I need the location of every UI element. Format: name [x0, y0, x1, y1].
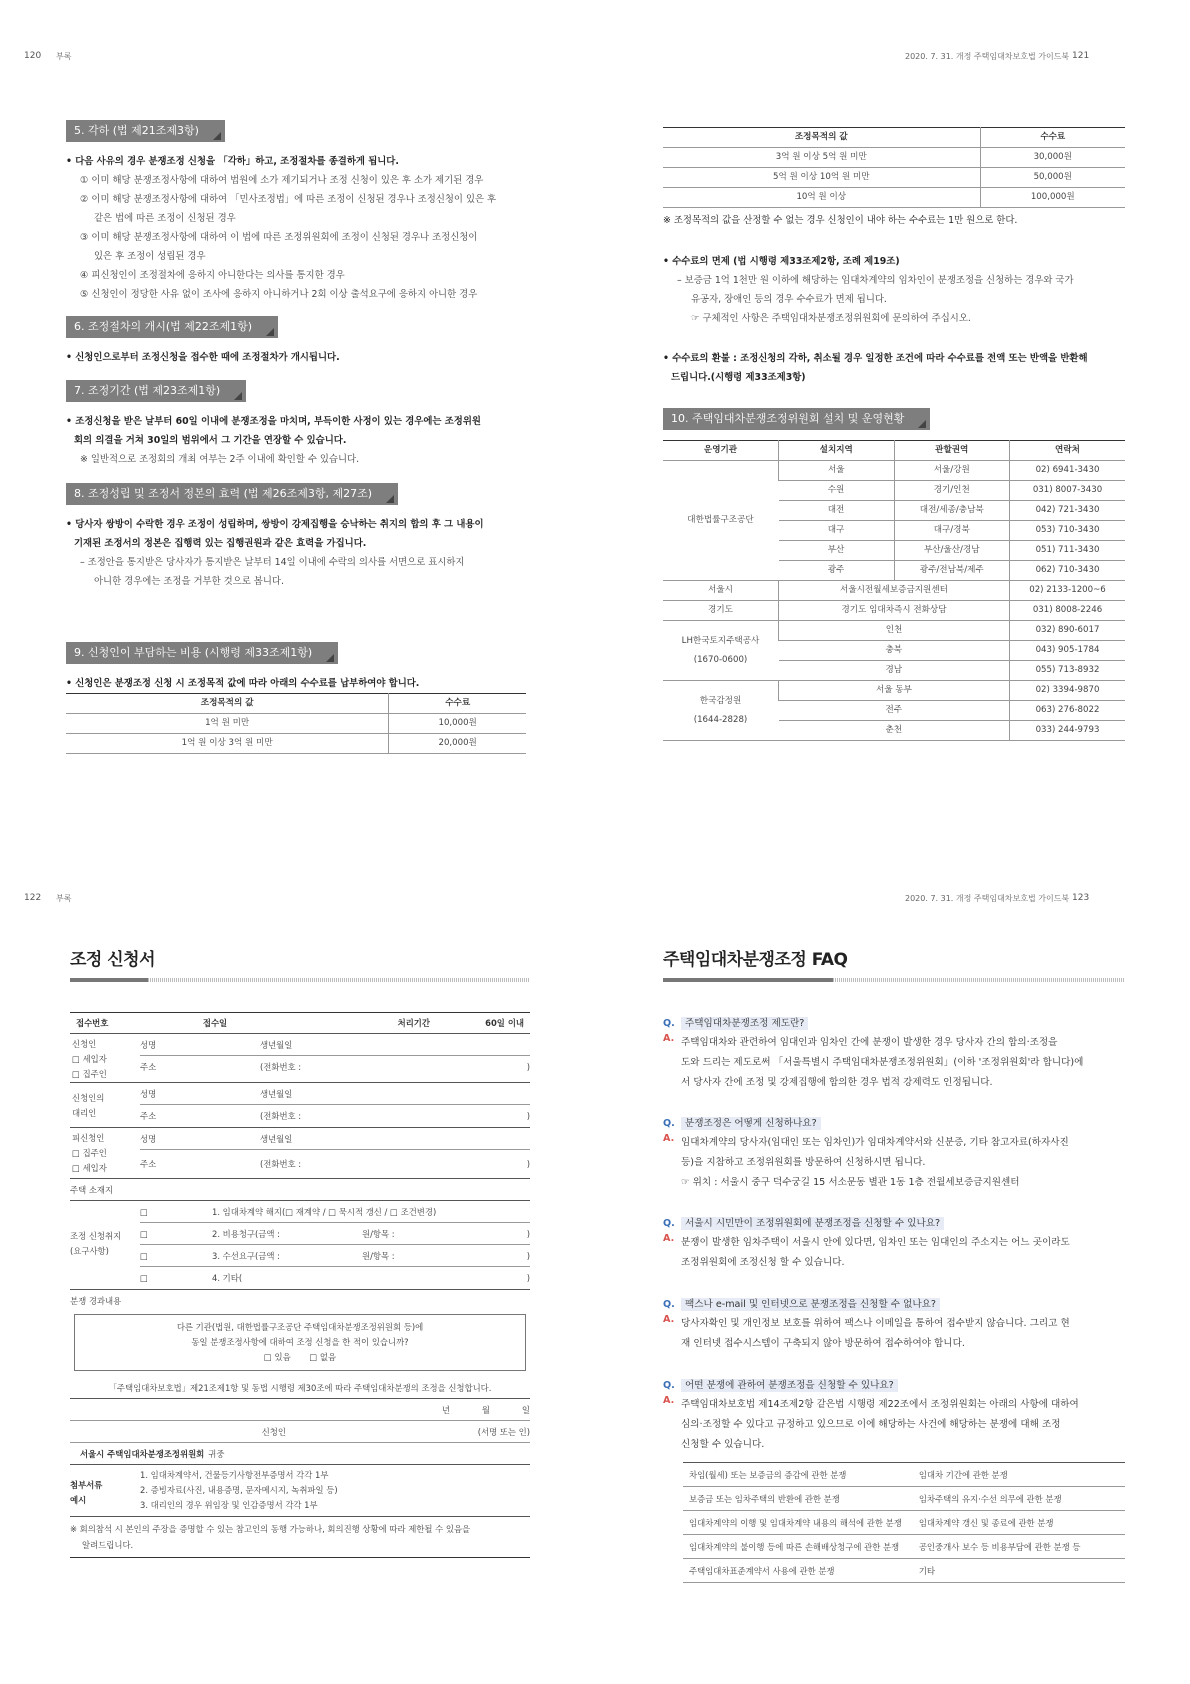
cell: 전주	[779, 701, 1010, 721]
address-label: 주소	[140, 1159, 157, 1169]
table-row	[663, 581, 1125, 601]
section-10-title: 10. 주택임대차분쟁조정위원회 설치 및 운영현황	[663, 408, 930, 430]
house-location-label: 주택 소재지	[70, 1184, 114, 1195]
answer-line: 등)을 지참하고 조정위원회를 방문하여 신청하시면 됩니다.	[681, 1157, 926, 1168]
attachment-item: 1. 임대차계약서, 건물등기사항전부증명서 각각 1부	[140, 1470, 329, 1480]
cell: 부산	[779, 541, 895, 561]
purpose-title-2: (요구사항)	[70, 1246, 109, 1256]
tenant-checkbox[interactable]: □ 세입자	[72, 1163, 107, 1173]
purpose-title-1: 조정 신청취지	[70, 1231, 122, 1241]
list-item: ⑤ 신청인이 정당한 사유 없이 조사에 응하지 아니하거나 2회 이상 출석요구에 응하지 아니한 경우	[80, 289, 478, 300]
prior-application-box	[74, 1314, 526, 1371]
header-cell: 수수료	[980, 128, 1125, 148]
section-6-title: 6. 조정절차의 개시(법 제22조제1항)	[66, 316, 278, 338]
month-label: 월	[481, 1404, 490, 1415]
declaration-text: 「주택임대차보호법」제21조제1항 및 동법 시행령 제30조에 따라 주택임대차분쟁의 조정을 신청합니다.	[108, 1382, 492, 1393]
attachments-list	[140, 1468, 530, 1513]
won-item-label: 원/항목 :	[362, 1228, 395, 1239]
receipt-no-label: 접수번호	[76, 1018, 109, 1028]
purpose-option[interactable]	[140, 1223, 530, 1245]
attachments-label	[70, 1468, 140, 1513]
page-number: 122	[24, 893, 42, 903]
birth-label: 생년월일	[260, 1133, 293, 1144]
attach-title-2: 예시	[70, 1495, 87, 1505]
cell: 053) 710-3430	[1010, 521, 1126, 541]
tenant-checkbox[interactable]: □ 세입자	[72, 1054, 107, 1064]
cell: 임대차계약 갱신 및 종료에 관한 분쟁	[913, 1511, 1125, 1535]
landlord-checkbox[interactable]: □ 집주인	[72, 1069, 107, 1079]
paren: )	[526, 1062, 530, 1072]
section-8	[66, 483, 526, 591]
section-5	[66, 120, 526, 304]
cell: 주택임대차표준계약서 사용에 관한 분쟁	[683, 1559, 913, 1583]
table-row	[683, 1559, 1125, 1583]
purpose-text: 3. 수선요구(금액 :	[212, 1250, 280, 1261]
org-name: 한국감정원	[699, 695, 742, 706]
dispute-types-table	[683, 1462, 1125, 1583]
cell: 3억 원 이상 5억 원 미만	[663, 148, 980, 168]
section-8-sub2: 아니한 경우에는 조정을 거부한 것으로 봅니다.	[94, 576, 284, 587]
purpose-block	[70, 1201, 530, 1290]
cell: 기타	[913, 1559, 1125, 1583]
table-row	[663, 188, 1125, 208]
cell: 10,000원	[389, 714, 526, 734]
cell: 5억 원 이상 10억 원 미만	[663, 168, 980, 188]
section-10	[663, 408, 1125, 741]
faq-item	[663, 1215, 1121, 1273]
a-icon: A.	[663, 1233, 675, 1244]
table-header-row	[663, 441, 1125, 461]
table-row	[663, 601, 1125, 621]
agent-title-1: 신청인의	[72, 1093, 105, 1103]
org-phone: (1644-2828)	[693, 714, 748, 725]
cell: 032) 890-6017	[1010, 621, 1126, 641]
agent-label	[70, 1083, 140, 1127]
section-7-line2: 회의 의결을 거쳐 30일의 범위에서 그 기간을 연장할 수 있습니다.	[74, 435, 347, 446]
list-item: ② 이미 해당 분쟁조정사항에 대하여 「민사조정법」에 따른 조정이 신청된 경우나 조정신청이 있은 후	[80, 194, 497, 205]
title-rule	[70, 978, 530, 982]
name-label: 성명	[140, 1088, 157, 1099]
dispute-types	[683, 1462, 1125, 1583]
q-icon: Q.	[663, 1380, 675, 1391]
name-label: 성명	[140, 1133, 157, 1144]
answer-line: 도와 드리는 제도로써 「서울특별시 주택임대차분쟁조정위원회」(이하 '조정위원회'라 합니다)에	[681, 1057, 1084, 1068]
q-icon: Q.	[663, 1218, 675, 1229]
fee-table-continued	[663, 127, 1125, 230]
checkbox[interactable]: □	[140, 1228, 148, 1239]
appendix-label: 부록	[56, 52, 72, 61]
cell: 033) 244-9793	[1010, 721, 1126, 741]
org-cell: 경기도	[663, 601, 779, 621]
declaration-row	[70, 1377, 530, 1399]
section-6-text: • 신청인으로부터 조정신청을 접수한 때에 조정절차가 개시됩니다.	[66, 352, 340, 363]
fee-refund	[663, 349, 1125, 387]
cell: 02) 6941-3430	[1010, 461, 1126, 481]
no-checkbox[interactable]: □ 없음	[309, 1352, 337, 1362]
applicant-sign-label: 신청인	[261, 1426, 286, 1437]
form-title: 조정 신청서	[70, 950, 156, 970]
footnote-line-2: 알려드립니다.	[82, 1540, 134, 1550]
faq-answer	[681, 1033, 1121, 1093]
cell: 100,000원	[980, 188, 1125, 208]
header-cell: 운영기관	[663, 441, 779, 461]
addressee: 서울시 주택임대차분쟁조정위원회	[80, 1448, 205, 1459]
section-5-title: 5. 각하 (법 제21조제3항)	[66, 120, 225, 142]
attachment-item: 3. 대리인의 경우 위임장 및 인감증명서 각각 1부	[140, 1500, 318, 1510]
answer-line: 재 인터넷 접수시스템이 구축되지 않아 방문하여 접수하여야 합니다.	[681, 1338, 965, 1349]
running-head: 2020. 7. 31. 개정 주택임대차보호법 가이드북	[905, 52, 1070, 61]
fee-exemption	[663, 252, 1125, 328]
applicant-label	[70, 1034, 140, 1082]
answer-line: 신청할 수 있습니다.	[681, 1439, 765, 1450]
receipt-date-label: 접수일	[202, 1018, 228, 1028]
section-9-title: 9. 신청인이 부담하는 비용 (시행령 제33조제1항)	[66, 642, 338, 664]
org-name: LH한국토지주택공사	[681, 635, 760, 646]
phone-label: (전화번호 :	[260, 1159, 302, 1169]
section-9	[66, 642, 526, 754]
cell: 대전/세종/충남북	[894, 501, 1010, 521]
a-icon: A.	[663, 1314, 675, 1325]
cell: 임대차 기간에 관한 분쟁	[913, 1463, 1125, 1487]
cell: 춘천	[779, 721, 1010, 741]
faq-question: 어떤 분쟁에 관하여 분쟁조정을 신청할 수 있나요?	[681, 1379, 898, 1392]
purpose-options	[140, 1201, 530, 1289]
page-number: 121	[1072, 51, 1090, 61]
dispute-history-label: 분쟁 경과내용	[70, 1296, 122, 1306]
q-icon: Q.	[663, 1118, 675, 1129]
org-cell	[663, 681, 779, 741]
faq-item	[663, 1015, 1121, 1093]
list-item: ④ 피신청인이 조정절차에 응하지 아니한다는 의사를 통지한 경우	[80, 270, 345, 281]
box-line-2: 동일 분쟁조정사항에 대하여 조정 신청을 한 적이 있습니까?	[191, 1337, 409, 1347]
section-6	[66, 316, 526, 367]
cell: 10억 원 이상	[663, 188, 980, 208]
section-7-note: ※ 일반적으로 조정회의 개최 여부는 2주 이내에 확인할 수 있습니다.	[80, 454, 360, 465]
cell: 055) 713-8932	[1010, 661, 1126, 681]
form-row	[140, 1105, 530, 1127]
table-row	[683, 1463, 1125, 1487]
table-row	[683, 1535, 1125, 1559]
paren: )	[526, 1159, 530, 1169]
cell: 서울 동부	[779, 681, 1010, 701]
sign-note: (서명 또는 인)	[477, 1426, 530, 1437]
cell: 1억 원 이상 3억 원 미만	[66, 734, 389, 754]
table-row	[663, 681, 1125, 701]
cell: 1억 원 미만	[66, 714, 389, 734]
section-7-title: 7. 조정기간 (법 제23조제1항)	[66, 380, 246, 402]
footnote	[70, 1517, 530, 1558]
respondent-block	[70, 1128, 530, 1179]
cell: 서울시전월세보증금지원센터	[779, 581, 1010, 601]
dispute-history-row	[70, 1290, 530, 1312]
header-cell: 수수료	[389, 694, 526, 714]
attachments-block	[70, 1465, 530, 1517]
form-row	[140, 1150, 530, 1178]
cell: 경기/인천	[894, 481, 1010, 501]
exemption-line2: 유공자, 장애인 등의 경우 수수료가 면제 됩니다.	[691, 294, 887, 305]
birth-label: 생년월일	[260, 1088, 293, 1099]
fee-table-2	[663, 127, 1125, 208]
addressee-suffix: 귀중	[208, 1448, 225, 1459]
respondent-title: 피신청인	[72, 1133, 105, 1143]
cell: 30,000원	[980, 148, 1125, 168]
answer-line: 임대차계약의 당사자(임대인 또는 임차인)가 임대차계약서와 신분증, 기타 참고자료(하자사진	[681, 1137, 1069, 1148]
section-5-intro: • 다음 사유의 경우 분쟁조정 신청을 「각하」하고, 조정절차를 종결하게 됩니다.	[66, 156, 399, 167]
attach-title-1: 첨부서류	[70, 1480, 103, 1490]
form-row	[140, 1056, 530, 1078]
name-label: 성명	[140, 1039, 157, 1050]
page-number: 123	[1072, 893, 1090, 903]
page-number: 120	[24, 51, 42, 61]
respondent-fields	[140, 1128, 530, 1178]
faq-title: 주택임대차분쟁조정 FAQ	[663, 950, 848, 970]
purpose-text: 2. 비용청구(금액 :	[212, 1228, 280, 1239]
processing-period-value: 60일 이내	[485, 1018, 524, 1028]
purpose-option[interactable]	[140, 1201, 530, 1223]
cell: 051) 711-3430	[1010, 541, 1126, 561]
table-row	[66, 734, 526, 754]
table-header-row	[66, 694, 526, 714]
section-8-title: 8. 조정성립 및 조정서 정본의 효력 (법 제26조제3항, 제27조)	[66, 483, 398, 505]
section-9-text: • 신청인은 분쟁조정 신청 시 조정목적 값에 따라 아래의 수수료를 납부하여야 합니다.	[66, 678, 420, 689]
paren: )	[526, 1250, 530, 1261]
landlord-checkbox[interactable]: □ 집주인	[72, 1148, 107, 1158]
purpose-text: 1. 임대차계약 해지(□ 재계약 / □ 묵시적 갱신 / □ 조건변경)	[212, 1206, 437, 1217]
cell: 대전	[779, 501, 895, 521]
section-8-sub1: – 조정안을 통지받은 당사자가 통지받은 날부터 14일 이내에 수락의 의사를 서면으로 표시하지	[80, 557, 465, 568]
cell: 광주/전남북/제주	[894, 561, 1010, 581]
list-item: 있은 후 조정이 성립된 경우	[94, 251, 206, 262]
answer-line: ☞ 위치 : 서울시 중구 덕수궁길 15 서소문동 별관 1동 1층 전월세보증금지원센터	[681, 1177, 1020, 1188]
answer-line: 분쟁이 발생한 임차주택이 서울시 안에 있다면, 임차인 또는 임대인의 주소지는 어느 곳이라도	[681, 1237, 1070, 1248]
yes-checkbox[interactable]: □ 있음	[263, 1352, 291, 1362]
cell: 임대차계약의 불이행 등에 따른 손해배상청구에 관한 분쟁	[683, 1535, 913, 1559]
q-icon: Q.	[663, 1018, 675, 1029]
agent-fields	[140, 1083, 530, 1127]
agent-title-2: 대리인	[72, 1108, 97, 1118]
fee-table	[66, 693, 526, 754]
addressee-row	[70, 1443, 530, 1465]
cell: 대구/경북	[894, 521, 1010, 541]
cell: 보증금 또는 임차주택의 반환에 관한 분쟁	[683, 1487, 913, 1511]
paren: )	[526, 1228, 530, 1239]
section-7	[66, 380, 526, 469]
cell: 043) 905-1784	[1010, 641, 1126, 661]
a-icon: A.	[663, 1033, 675, 1044]
table-row	[663, 461, 1125, 481]
list-item: ③ 이미 해당 분쟁조정사항에 대하여 이 법에 따른 조정위원회에 조정이 신청된 경우나 조정신청이	[80, 232, 478, 243]
exemption-title: • 수수료의 면제 (법 시행령 제33조제2항, 조례 제19조)	[663, 256, 900, 267]
cell: 063) 276-8022	[1010, 701, 1126, 721]
agent-block	[70, 1083, 530, 1128]
exemption-line3: ☞ 구체적인 사항은 주택임대차분쟁조정위원회에 문의하여 주십시오.	[691, 313, 971, 324]
processing-period-label: 처리기간	[397, 1018, 430, 1028]
cell: 차임(월세) 또는 보증금의 증감에 관한 분쟁	[683, 1463, 913, 1487]
table-row	[683, 1487, 1125, 1511]
signature-row	[70, 1421, 530, 1443]
checkbox[interactable]: □	[140, 1250, 148, 1261]
applicant-block	[70, 1034, 530, 1083]
form-row	[140, 1034, 530, 1056]
cell: 광주	[779, 561, 895, 581]
org-cell: 서울시	[663, 581, 779, 601]
faq-question: 주택임대차분쟁조정 제도란?	[681, 1017, 808, 1030]
cell: 경남	[779, 661, 1010, 681]
faq-item	[663, 1377, 1121, 1455]
answer-line: 서 당사자 간에 조정 및 강제집행에 합의한 경우 법적 강제력도 인정됩니다.	[681, 1077, 993, 1088]
cell: 경기도 임대차즉시 전화상담	[779, 601, 1010, 621]
paren: )	[526, 1111, 530, 1121]
list-item: 같은 법에 따른 조정이 신청된 경우	[94, 213, 236, 224]
year-label: 년	[441, 1404, 450, 1415]
faq-item	[663, 1296, 1121, 1354]
section-8-line2: 기재된 조정서의 정본은 집행력 있는 집행권원과 같은 효력을 가집니다.	[74, 538, 367, 549]
day-label: 일	[521, 1404, 530, 1415]
cell: 20,000원	[389, 734, 526, 754]
header-cell: 조정목적의 값	[66, 694, 389, 714]
org-phone: (1670-0600)	[693, 654, 748, 665]
a-icon: A.	[663, 1133, 675, 1144]
purpose-text: 4. 기타(	[212, 1273, 243, 1283]
header-cell: 관할권역	[894, 441, 1010, 461]
answer-line: 심의·조정할 수 있다고 규정하고 있으므로 이에 해당하는 사건에 해당하는 분쟁에 대해 조정	[681, 1419, 1061, 1430]
cell: 서울	[779, 461, 895, 481]
header-cell: 조정목적의 값	[663, 128, 980, 148]
paren: )	[526, 1273, 530, 1283]
address-label: 주소	[140, 1111, 157, 1121]
respondent-label	[70, 1128, 140, 1178]
applicant-title: 신청인	[72, 1039, 97, 1049]
cell: 공인중개사 보수 등 비용부담에 관한 분쟁 등	[913, 1535, 1125, 1559]
answer-line: 조정위원회에 조정신청 할 수 있습니다.	[681, 1257, 845, 1268]
purpose-option[interactable]	[140, 1267, 530, 1289]
faq-answer	[681, 1133, 1121, 1193]
cell: 인천	[779, 621, 1010, 641]
phone-label: (전화번호 :	[260, 1062, 302, 1072]
footnote-line-1: ※ 회의참석 시 본인의 주장을 증명할 수 있는 참고인의 동행 가능하나, 회의진행 상황에 따라 제한될 수 있음을	[70, 1524, 471, 1534]
cell: 충북	[779, 641, 1010, 661]
header-cell: 설치지역	[779, 441, 895, 461]
phone-label: (전화번호 :	[260, 1111, 302, 1121]
cell: 50,000원	[980, 168, 1125, 188]
cell: 임차주택의 유지·수선 의무에 관한 분쟁	[913, 1487, 1125, 1511]
date-row	[70, 1399, 530, 1421]
won-item-label: 원/항목 :	[362, 1250, 395, 1261]
header-cell: 연락처	[1010, 441, 1126, 461]
faq-answer	[681, 1233, 1121, 1273]
purpose-label	[70, 1201, 140, 1289]
faq-question: 서울시 시민만이 조정위원회에 분쟁조정을 신청할 수 있나요?	[681, 1217, 944, 1230]
exemption-line1: – 보증금 1억 1천만 원 이하에 해당하는 임대차계약의 임차인이 분쟁조정을 신청하는 경우와 국가	[677, 275, 1074, 286]
fee-note: ※ 조정목적의 값을 산정할 수 없는 경우 신청인이 내야 하는 수수료는 1만 원으로 한다.	[663, 215, 1018, 226]
table-row	[663, 168, 1125, 188]
title-rule	[663, 978, 1125, 982]
committee-table	[663, 440, 1125, 741]
form-header-row	[70, 1012, 530, 1034]
form-row	[140, 1128, 530, 1150]
a-icon: A.	[663, 1395, 675, 1406]
faq-answer	[681, 1314, 1121, 1354]
answer-line: 주택임대차보호법 제14조제2항 같은법 시행령 제22조에서 조정위원회는 아래의 사항에 대하여	[681, 1399, 1079, 1410]
table-row	[66, 714, 526, 734]
cell: 임대차계약의 이행 및 임대차계약 내용의 해석에 관한 분쟁	[683, 1511, 913, 1535]
attachment-item: 2. 증빙자료(사진, 내용증명, 문자메시지, 녹취파일 등)	[140, 1485, 338, 1495]
cell: 서울/강원	[894, 461, 1010, 481]
appendix-label: 부록	[56, 894, 72, 903]
faq-answer	[681, 1395, 1121, 1455]
section-8-line1: • 당사자 쌍방이 수락한 경우 조정이 성립하며, 쌍방이 강제집행을 승낙하는 취지의 합의 후 그 내용이	[66, 519, 484, 530]
cell: 031) 8007-3430	[1010, 481, 1126, 501]
address-label: 주소	[140, 1062, 157, 1072]
running-head: 2020. 7. 31. 개정 주택임대차보호법 가이드북	[905, 894, 1070, 903]
cell: 수원	[779, 481, 895, 501]
checkbox[interactable]: □	[140, 1206, 148, 1217]
cell: 부산/울산/경남	[894, 541, 1010, 561]
table-row	[683, 1511, 1125, 1535]
applicant-fields	[140, 1034, 530, 1082]
q-icon: Q.	[663, 1299, 675, 1310]
cell: 02) 3394-9870	[1010, 681, 1126, 701]
cell: 062) 710-3430	[1010, 561, 1126, 581]
birth-label: 생년월일	[260, 1039, 293, 1050]
faq-question: 분쟁조정은 어떻게 신청하나요?	[681, 1117, 821, 1130]
refund-line1: • 수수료의 환불 : 조정신청의 각하, 취소될 경우 일정한 조건에 따라 수수료를 전액 또는 반액을 반환해	[663, 353, 1088, 364]
application-form	[70, 1012, 530, 1558]
table-row	[663, 621, 1125, 641]
faq-item	[663, 1115, 1121, 1193]
refund-line2: 드립니다.(시행령 제33조제3항)	[671, 372, 806, 383]
table-row	[663, 148, 1125, 168]
cell: 대구	[779, 521, 895, 541]
list-item: ① 이미 해당 분쟁조정사항에 대하여 법원에 소가 제기되거나 조정 신청이 있은 후 소가 제기된 경우	[80, 175, 484, 186]
table-header-row	[663, 128, 1125, 148]
checkbox[interactable]: □	[140, 1273, 148, 1283]
form-row	[140, 1083, 530, 1105]
cell: 031) 8008-2246	[1010, 601, 1126, 621]
org-cell: 대한법률구조공단	[663, 461, 779, 581]
purpose-option[interactable]	[140, 1245, 530, 1267]
answer-line: 주택임대차와 관련하여 임대인과 임차인 간에 분쟁이 발생한 경우 당사자 간의 합의·조정을	[681, 1037, 1058, 1048]
section-7-line1: • 조정신청을 받은 날부터 60일 이내에 분쟁조정을 마치며, 부득이한 사정이 있는 경우에는 조정위원	[66, 416, 481, 427]
faq-question: 팩스나 e-mail 및 인터넷으로 분쟁조정을 신청할 수 없나요?	[681, 1298, 940, 1311]
box-line-1: 다른 기관(법원, 대한법률구조공단 주택임대차분쟁조정위원회 등)에	[176, 1322, 424, 1332]
house-location-row	[70, 1179, 530, 1201]
cell: 042) 721-3430	[1010, 501, 1126, 521]
org-cell	[663, 621, 779, 681]
cell: 02) 2133-1200~6	[1010, 581, 1126, 601]
answer-line: 당사자확인 및 개인정보 보호를 위하여 팩스나 이메일을 통하여 접수받지 않습니다. 그리고 현	[681, 1318, 1070, 1329]
